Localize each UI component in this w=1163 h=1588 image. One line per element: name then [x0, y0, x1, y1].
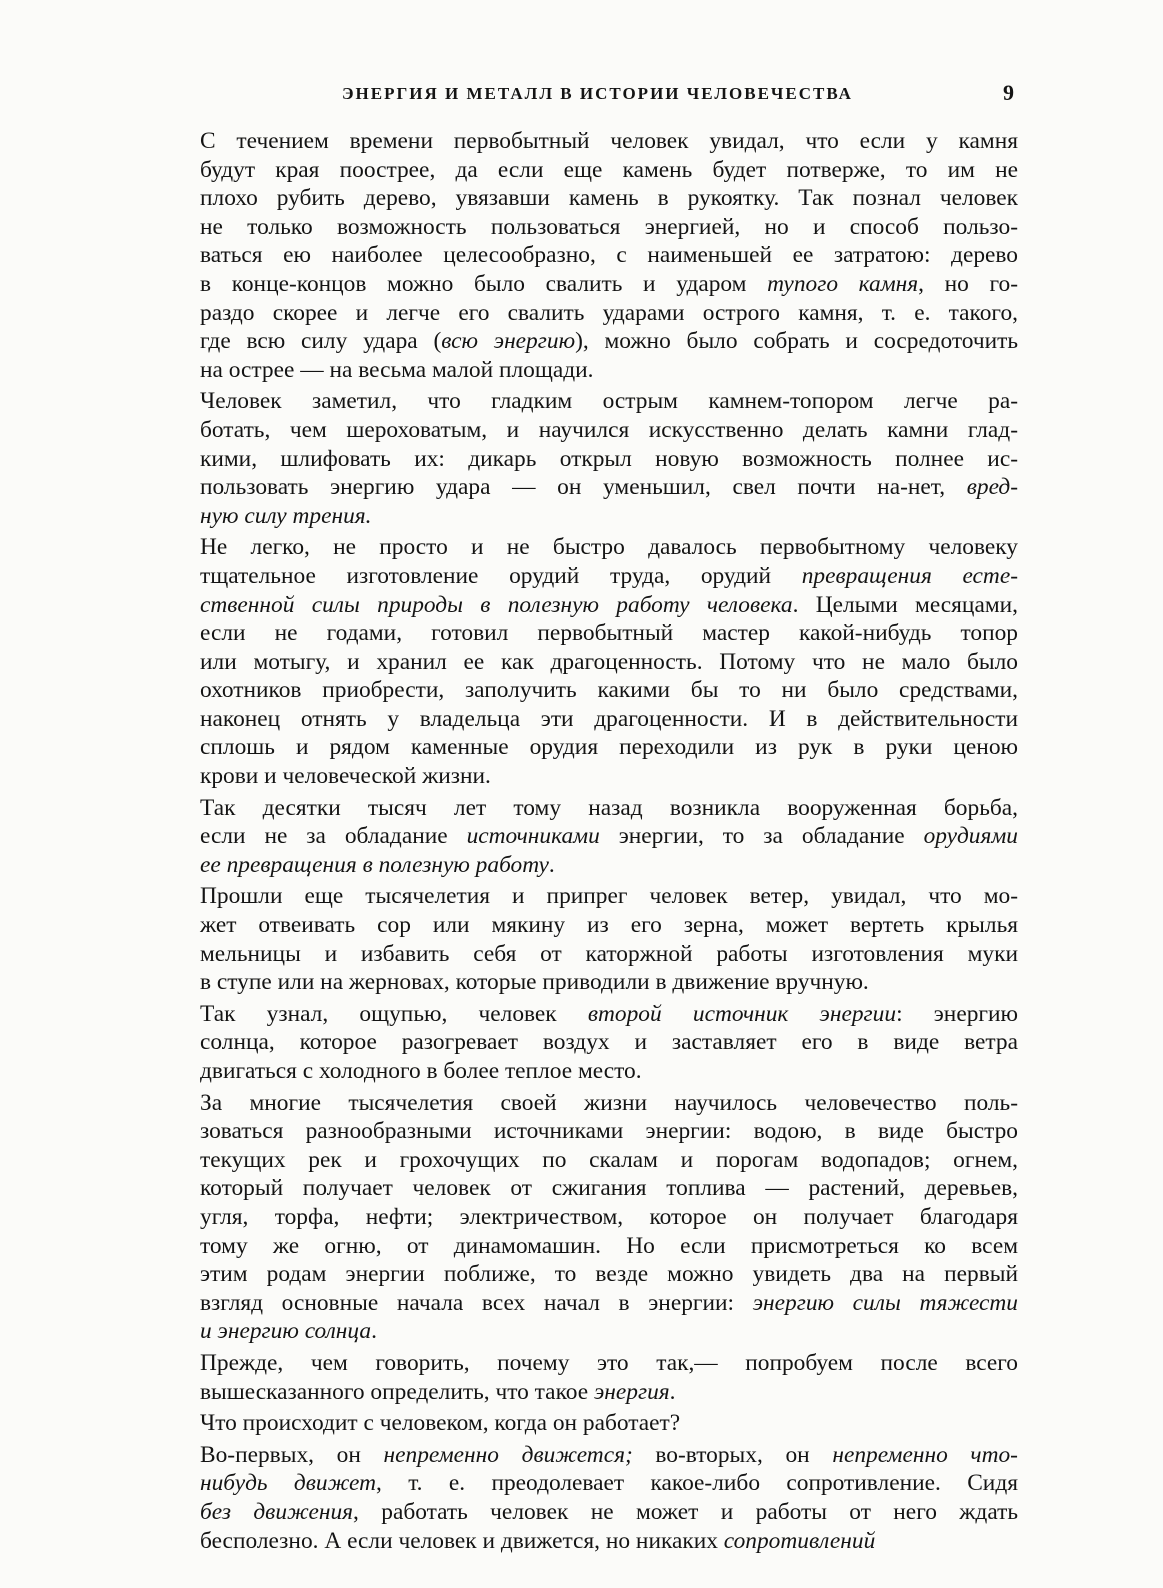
paragraph: [200, 882, 1018, 996]
text-span: : энергию: [896, 1000, 1018, 1027]
text-line: [200, 1057, 1018, 1086]
text-line: [200, 1000, 1018, 1029]
text-span: Прошли еще тысячелетия и припрег человек ветер, увидал, что мо-: [200, 883, 1018, 910]
text-span: пользовать энергию удара — он уменьшил, свел почти на-нет,: [200, 474, 967, 501]
text-line: [200, 1317, 1018, 1346]
body-text: [200, 127, 1018, 1555]
text-line: [200, 562, 1018, 591]
text-line: [200, 127, 1018, 156]
text-line: [200, 299, 1018, 328]
italic-text: второй источник энергии: [587, 1000, 897, 1027]
text-line: [200, 1349, 1018, 1378]
text-span: сплошь и рядом каменные орудия переходили из рук в руки ценою: [200, 734, 1018, 761]
text-span: бесполезно. А если человек и движется, но никаких: [200, 1527, 724, 1554]
text-line: [200, 1289, 1018, 1318]
text-line: [200, 705, 1018, 734]
text-line: [200, 733, 1018, 762]
text-span: ботать, чем шероховатым, и научился искусственно делать камни глад-: [200, 416, 1018, 443]
paragraph: [200, 1349, 1018, 1406]
text-span: вышесказанного определить, что такое: [200, 1378, 594, 1405]
text-span: Что происходит с человеком, когда он работает?: [200, 1410, 681, 1437]
text-span: , работать человек не может и работы от него ждать: [353, 1498, 1018, 1525]
italic-text: превращения есте-: [801, 562, 1018, 589]
text-span: жет отвеивать сор или мякину из его зерна, может вертеть крылья: [200, 912, 1018, 939]
italic-text: источниками: [466, 823, 600, 850]
text-span: зоваться разнообразными источниками энергии: водою, в виде быстро: [200, 1118, 1018, 1145]
running-header: ЭНЕРГИЯ И МЕТАЛЛ В ИСТОРИИ ЧЕЛОВЕЧЕСТВА: [342, 84, 853, 103]
italic-text: ее превращения в полезную работу: [200, 851, 549, 878]
italic-text: ную силу трения.: [200, 502, 372, 529]
text-line: [200, 822, 1018, 851]
text-span: будут края поострее, да если еще камень будет потверже, то им не: [200, 156, 1018, 183]
text-span: где всю силу удара (: [200, 328, 442, 355]
text-line: [200, 968, 1018, 997]
text-span: в ступе или на жерновах, которые приводили в движение вручную.: [200, 969, 869, 996]
text-span: С течением времени первобытный человек увидал, что если у камня: [200, 128, 1018, 154]
italic-text: непременно что-: [832, 1441, 1018, 1468]
paragraph: [200, 1000, 1018, 1086]
text-span: взгляд основные начала всех начал в энергии:: [200, 1289, 753, 1316]
italic-text: энергия: [593, 1378, 670, 1405]
text-line: [200, 1409, 1018, 1438]
text-span: ), можно было собрать и сосредоточить: [575, 328, 1019, 355]
text-line: [200, 648, 1018, 677]
text-line: [200, 591, 1018, 620]
text-span: Во-первых, он: [200, 1441, 384, 1468]
text-span: солнца, которое разогревает воздух и заставляет его в виде ветра: [200, 1029, 1018, 1056]
paragraph: [200, 533, 1018, 790]
italic-text: ственной силы природы в полезную работу человека: [200, 591, 793, 618]
text-line: [200, 1089, 1018, 1118]
text-line: [200, 270, 1018, 299]
text-line: [200, 1028, 1018, 1057]
text-span: или мотыгу, и хранил ее как драгоценность. Потому что не мало было: [200, 648, 1018, 675]
text-span: плохо рубить дерево, увязавши камень в рукоятку. Так познал человек: [200, 185, 1018, 212]
paragraph: [200, 1409, 1018, 1438]
text-span: .: [669, 1378, 676, 1405]
text-span: этим родам энергии поближе, то везде можно увидеть два на первый: [200, 1261, 1018, 1288]
text-line: [200, 1232, 1018, 1261]
italic-text: нибудь движет: [200, 1470, 376, 1497]
italic-text: тупого камня: [767, 270, 919, 297]
text-span: двигаться с холодного в более теплое место.: [200, 1058, 642, 1084]
text-line: [200, 1527, 1018, 1556]
text-line: [200, 445, 1018, 474]
paragraph: [200, 1089, 1018, 1346]
text-line: [200, 940, 1018, 969]
text-line: [200, 1469, 1018, 1498]
italic-text: сопротивлений: [723, 1527, 876, 1554]
text-span: наконец отнять у владельца эти драгоценности. И в действительности: [200, 705, 1018, 732]
text-line: [200, 416, 1018, 445]
text-span: .: [548, 851, 555, 878]
paragraph: [200, 387, 1018, 530]
text-line: [200, 156, 1018, 185]
text-line: [200, 1117, 1018, 1146]
text-span: на острее — на весьма малой площади.: [200, 356, 594, 383]
text-span: За многие тысячелетия своей жизни научилось человечество поль-: [200, 1089, 1018, 1116]
text-line: [200, 502, 1018, 531]
text-span: , но го-: [918, 270, 1018, 297]
text-span: кими, шлифовать их: дикарь открыл новую возможность полнее ис-: [200, 445, 1018, 472]
text-span: Человек заметил, что гладким острым камнем-топором легче ра-: [200, 388, 1018, 415]
text-line: [200, 882, 1018, 911]
italic-text: орудиями: [923, 823, 1018, 850]
text-line: [200, 1498, 1018, 1527]
text-line: [200, 794, 1018, 823]
text-line: [200, 1260, 1018, 1289]
text-line: [200, 473, 1018, 502]
italic-text: вред-: [966, 474, 1018, 501]
text-span: угля, торфа, нефти; электричеством, которое он получает благодаря: [200, 1203, 1018, 1230]
text-line: [200, 1441, 1018, 1470]
italic-text: энергию силы тяжести: [752, 1289, 1018, 1316]
text-span: если не за обладание: [200, 823, 467, 850]
text-span: крови и человеческой жизни.: [200, 763, 491, 790]
text-span: текущих рек и грохочущих по скалам и порогам водопадов; огнем,: [200, 1146, 1018, 1173]
text-span: Прежде, чем говорить, почему это так,— попробуем после всего: [200, 1349, 1018, 1376]
text-line: [200, 533, 1018, 562]
italic-text: без движения: [200, 1498, 354, 1525]
text-span: раздо скорее и легче его свалить ударами острого камня, т. е. такого,: [200, 299, 1018, 326]
paragraph: [200, 1441, 1018, 1555]
text-span: охотников приобрести, заполучить какими бы то ни было средствами,: [200, 677, 1018, 704]
text-line: [200, 619, 1018, 648]
text-line: [200, 1378, 1018, 1407]
italic-text: и энергию солнца: [200, 1318, 372, 1345]
text-span: если не годами, готовил первобытный мастер какой-нибудь топор: [200, 620, 1018, 647]
page-number: 9: [1003, 80, 1014, 105]
text-span: Так узнал, ощупью, человек: [200, 1000, 588, 1027]
text-span: Так десятки тысяч лет тому назад возникла вооруженная борьба,: [200, 794, 1018, 821]
italic-text: всю энергию: [441, 328, 576, 355]
text-line: [200, 911, 1018, 940]
paragraph: [200, 794, 1018, 880]
text-line: [200, 676, 1018, 705]
text-span: Не легко, не просто и не быстро давалось первобытному человеку: [200, 534, 1018, 561]
text-span: ваться ею наиболее целесообразно, с наименьшей ее затратою: дерево: [200, 242, 1018, 269]
text-span: тщательное изготовление орудий труда, орудий: [200, 562, 802, 589]
text-span: который получает человек от сжигания топлива — растений, деревьев,: [200, 1175, 1018, 1202]
text-line: [200, 327, 1018, 356]
text-line: [200, 1146, 1018, 1175]
text-line: [200, 851, 1018, 880]
text-span: , т. е. преодолевает какое-либо сопротивление. Сидя: [376, 1470, 1018, 1497]
text-span: тому же огню, от динамомашин. Но если присмотреться ко всем: [200, 1232, 1018, 1259]
text-line: [200, 762, 1018, 791]
text-span: не только возможность пользоваться энергией, но и способ пользо-: [200, 213, 1018, 240]
text-span: . Целыми месяцами,: [792, 591, 1018, 618]
text-line: [200, 184, 1018, 213]
text-span: .: [371, 1318, 377, 1345]
italic-text: непременно движется;: [383, 1441, 633, 1468]
text-line: [200, 1174, 1018, 1203]
text-span: мельницы и избавить себя от каторжной работы изготовления муки: [200, 940, 1018, 967]
text-line: [200, 241, 1018, 270]
text-line: [200, 387, 1018, 416]
text-line: [200, 1203, 1018, 1232]
text-line: [200, 356, 1018, 385]
paragraph: [200, 127, 1018, 384]
text-span: энергии, то за обладание: [599, 823, 924, 850]
text-span: в конце-концов можно было свалить и ударом: [200, 270, 768, 297]
text-span: во-вторых, он: [632, 1441, 833, 1468]
text-line: [200, 213, 1018, 242]
